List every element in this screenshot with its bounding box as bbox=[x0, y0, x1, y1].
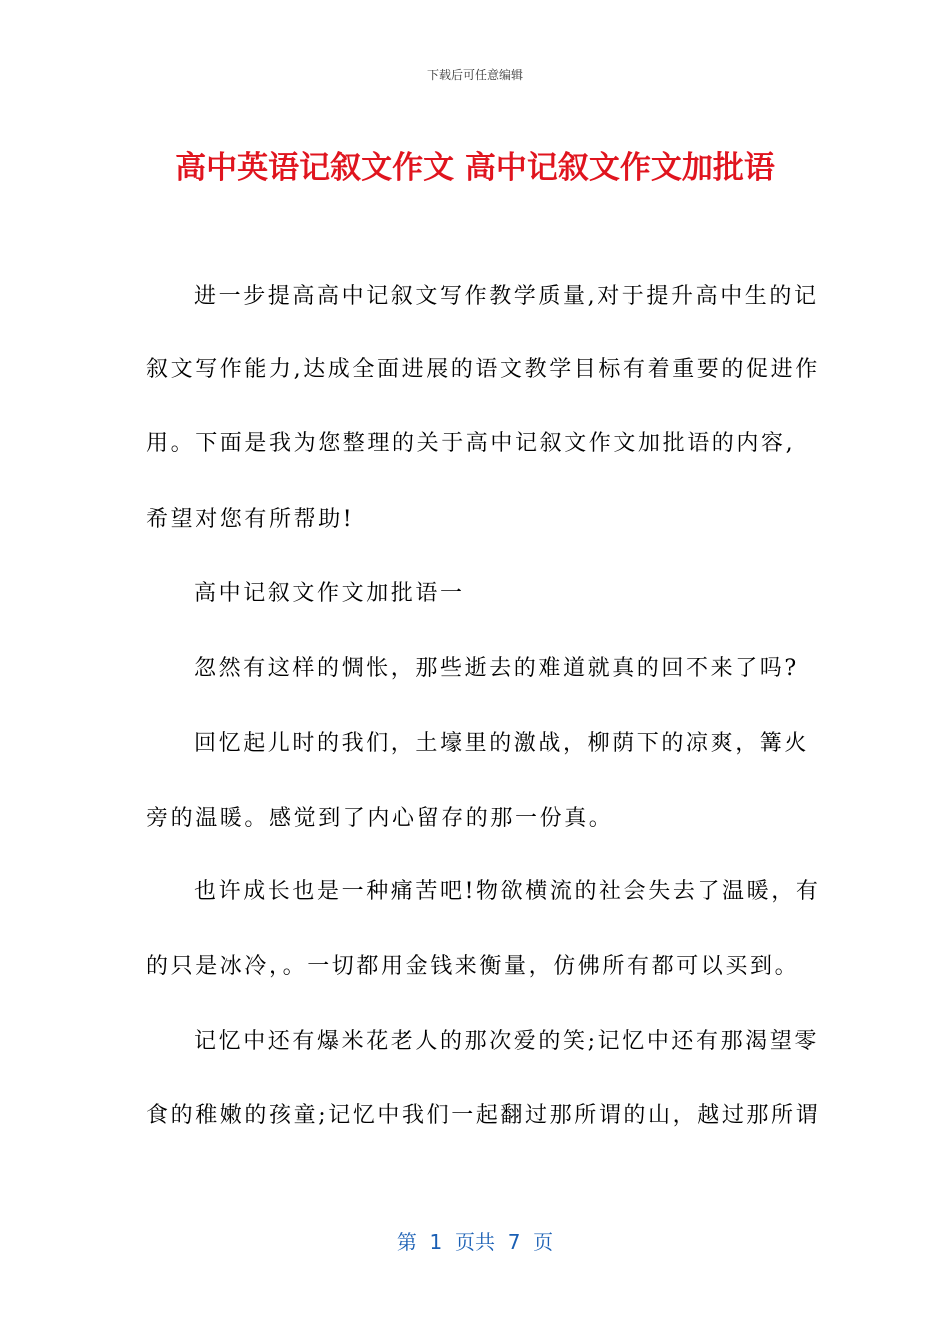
paragraph-line: 叙文写作能力,达成全面进展的语文教学目标有着重要的促进作 bbox=[146, 357, 820, 382]
paragraph-line: 希望对您有所帮助! bbox=[146, 507, 355, 532]
page-footer: 第 1 页共 7 页 bbox=[396, 1230, 554, 1254]
document-title: 高中英语记叙文作文 高中记叙文作文加批语 bbox=[175, 150, 775, 186]
header-note: 下载后可任意编辑 bbox=[426, 68, 523, 82]
paragraph-line: 的只是冰冷，。一切都用金钱来衡量，仿佛所有都可以买到。 bbox=[146, 954, 800, 979]
paragraph-line: 旁的温暖。感觉到了内心留存的那一份真。 bbox=[146, 806, 614, 831]
paragraph-line: 记忆中还有爆米花老人的那次爱的笑;记忆中还有那渴望零 bbox=[194, 1029, 820, 1054]
paragraph-line: 食的稚嫩的孩童;记忆中我们一起翻过那所谓的山，越过那所谓 bbox=[146, 1103, 821, 1128]
paragraph-line: 回忆起儿时的我们，土壕里的激战，柳荫下的凉爽，篝火 bbox=[194, 731, 810, 756]
section-heading: 高中记叙文作文加批语一 bbox=[194, 581, 465, 606]
paragraph-line: 也许成长也是一种痛苦吧!物欲横流的社会失去了温暖，有 bbox=[194, 879, 821, 904]
paragraph-line: 进一步提高高中记叙文写作教学质量,对于提升高中生的记 bbox=[194, 284, 819, 309]
paragraph-line: 用。下面是我为您整理的关于高中记叙文作文加批语的内容, bbox=[146, 431, 796, 456]
paragraph-line: 忽然有这样的惆怅，那些逝去的难道就真的回不来了吗? bbox=[194, 656, 799, 681]
